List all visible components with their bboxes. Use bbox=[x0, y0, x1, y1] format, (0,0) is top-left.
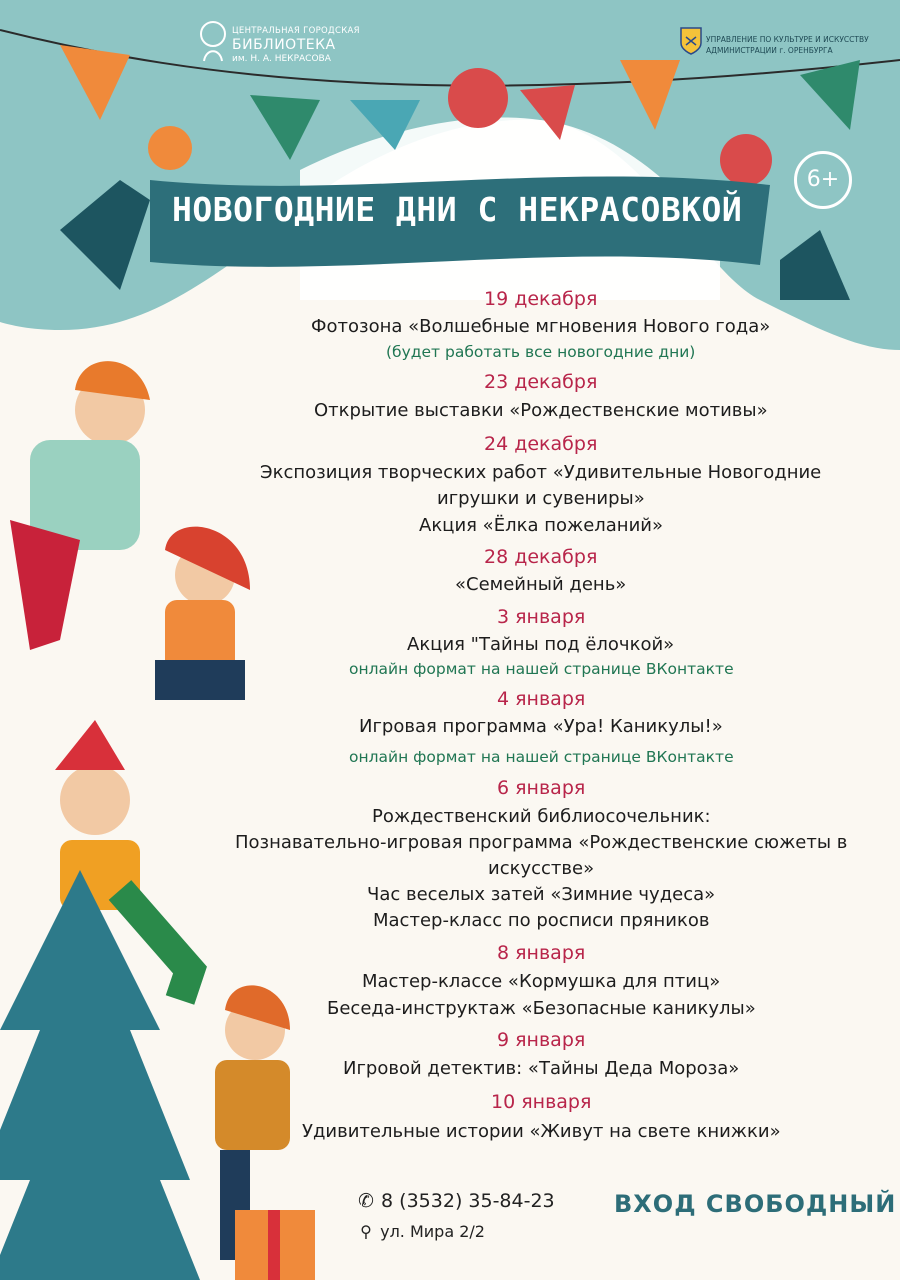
event-title: Игровой детектив: «Тайны Деда Мороза» bbox=[343, 1058, 740, 1079]
event-title: Мастер-классе «Кормушка для птиц» bbox=[362, 971, 721, 992]
event-title: Экспозиция творческих работ «Удивительные Новогодние bbox=[260, 462, 822, 483]
event-date: 3 января bbox=[497, 606, 586, 628]
event-title: Акция "Тайны под ёлочкой» bbox=[407, 634, 675, 655]
address-text: ул. Мира 2/2 bbox=[380, 1222, 485, 1241]
event-date: 9 января bbox=[497, 1029, 586, 1051]
event-title: Беседа-инструктаж «Безопасные каникулы» bbox=[327, 998, 756, 1019]
library-name-line3: им. Н. А. НЕКРАСОВА bbox=[232, 54, 331, 64]
phone-icon: ✆ bbox=[358, 1190, 374, 1212]
event-date: 24 декабря bbox=[484, 433, 598, 455]
library-name-line1: ЦЕНТРАЛЬНАЯ ГОРОДСКАЯ bbox=[232, 26, 360, 36]
event-date: 6 января bbox=[497, 777, 586, 799]
event-title: Акция «Ёлка пожеланий» bbox=[419, 515, 663, 536]
poster-title: НОВОГОДНИЕ ДНИ С НЕКРАСОВКОЙ bbox=[172, 190, 743, 229]
event-date: 8 января bbox=[497, 942, 586, 964]
event-title: Игровая программа «Ура! Каникулы!» bbox=[359, 716, 723, 737]
department-line2: АДМИНИСТРАЦИИ г. ОРЕНБУРГА bbox=[706, 46, 833, 55]
event-title: Час веселых затей «Зимние чудеса» bbox=[367, 884, 716, 905]
event-title: Мастер-класс по росписи пряников bbox=[373, 910, 710, 931]
event-title: Удивительные истории «Живут на свете книжки» bbox=[302, 1121, 781, 1142]
address-line bbox=[357, 1222, 485, 1241]
event-note: (будет работать все новогодние дни) bbox=[386, 343, 696, 361]
event-date: 19 декабря bbox=[484, 288, 598, 310]
location-pin-icon: ⚲ bbox=[360, 1222, 372, 1241]
event-title: искусстве» bbox=[488, 858, 595, 879]
event-date: 28 декабря bbox=[484, 546, 598, 568]
library-name-line2: БИБЛИОТЕКА bbox=[232, 37, 336, 53]
event-title: Рождественский библиосочельник: bbox=[372, 806, 711, 827]
event-title: Фотозона «Волшебные мгновения Нового года» bbox=[311, 316, 771, 337]
event-date: 4 января bbox=[497, 688, 586, 710]
event-note: онлайн формат на нашей странице ВКонтакте bbox=[349, 748, 734, 766]
event-title: Открытие выставки «Рождественские мотивы» bbox=[314, 400, 768, 421]
event-title: Познавательно-игровая программа «Рождественские сюжеты в bbox=[235, 832, 848, 853]
free-entry-label: ВХОД СВОБОДНЫЙ bbox=[614, 1190, 897, 1218]
event-title: «Семейный день» bbox=[455, 574, 627, 595]
event-date: 23 декабря bbox=[484, 371, 598, 393]
age-rating-badge: 6+ bbox=[794, 151, 852, 209]
department-line1: УПРАВЛЕНИЕ ПО КУЛЬТУРЕ И ИСКУССТВУ bbox=[706, 35, 869, 44]
phone-number: 8 (3532) 35-84-23 bbox=[381, 1190, 555, 1212]
event-note: онлайн формат на нашей странице ВКонтакте bbox=[349, 660, 734, 678]
event-title: игрушки и сувениры» bbox=[437, 488, 645, 509]
phone-line bbox=[357, 1190, 555, 1212]
event-date: 10 января bbox=[491, 1091, 592, 1113]
